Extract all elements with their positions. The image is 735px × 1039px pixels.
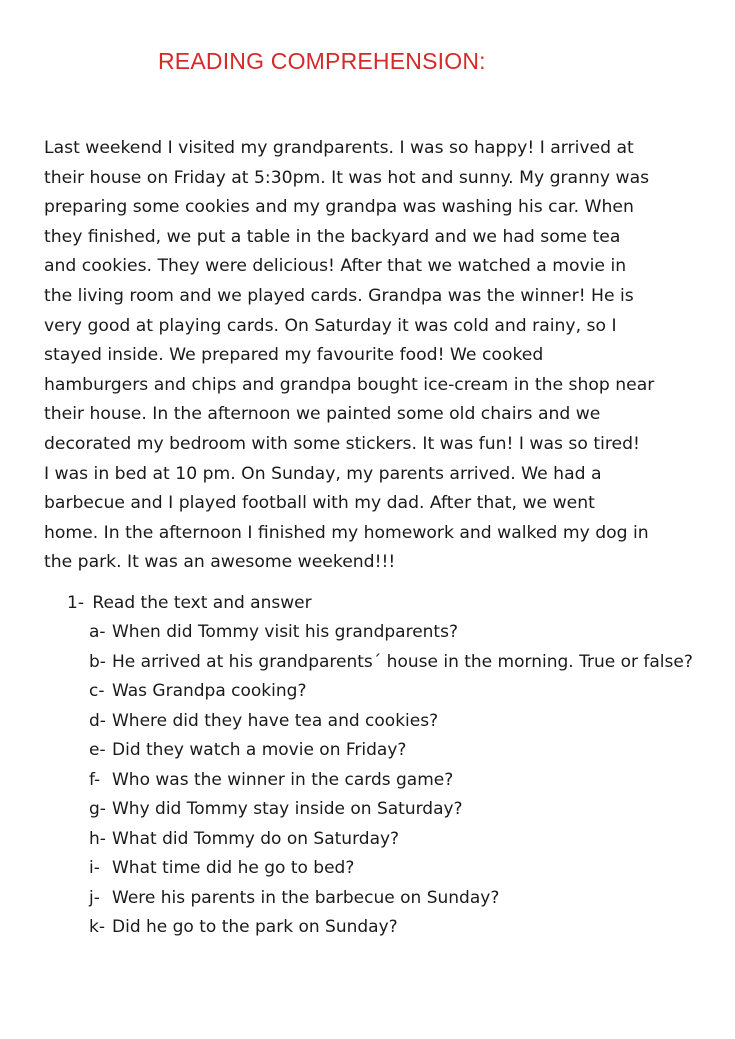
task-number: 1- [67,593,84,613]
passage-line: the living room and we played cards. Grandpa was the winner! He is [44,285,634,306]
passage-line: I was in bed at 10 pm. On Sunday, my parents arrived. We had a [44,463,602,484]
task-instruction [67,589,312,617]
question-letter: a- [89,622,106,642]
question-letter: e- [89,740,106,760]
question-letter: b- [89,651,106,672]
question-item [89,707,709,737]
question-item [89,884,709,914]
question-text: Did they watch a movie on Friday? [112,740,407,760]
question-text: Where did they have tea and cookies? [112,710,439,731]
page-title: READING COMPREHENSION: [158,48,486,74]
question-text: What time did he go to bed? [112,858,355,878]
passage-line: decorated my bedroom with some stickers. It was fun! I was so tired! [44,433,640,454]
passage-line: they finished, we put a table in the backyard and we had some tea [44,226,621,247]
question-item [89,795,709,825]
task-instruction-text: Read the text and answer [92,593,312,613]
passage-line: the park. It was an awesome weekend!!! [44,552,396,573]
question-item [89,913,709,943]
passage-line: home. In the afternoon I finished my homework and walked my dog in [44,522,649,543]
question-text: Were his parents in the barbecue on Sunday? [112,887,500,908]
question-item [89,618,709,648]
question-text: Was Grandpa cooking? [112,681,307,701]
passage-line: Last weekend I visited my grandparents. I was so happy! I arrived at [44,138,634,158]
question-text: Who was the winner in the cards game? [112,769,454,790]
question-item [89,825,709,855]
passage-line: their house. In the afternoon we painted some old chairs and we [44,404,601,425]
question-text: When did Tommy visit his grandparents? [112,622,458,642]
question-letter: d- [89,710,106,731]
question-letter: h- [89,828,106,849]
question-letter: j- [89,887,100,908]
question-item [89,766,709,796]
passage-line: and cookies. They were delicious! After that we watched a movie in [44,256,627,277]
passage-line: preparing some cookies and my grandpa was washing his car. When [44,197,634,218]
question-item [89,854,709,884]
question-text: Did he go to the park on Sunday? [112,917,398,937]
question-letter: k- [89,917,105,937]
question-list [89,618,709,943]
passage-line: very good at playing cards. On Saturday it was cold and rainy, so I [44,315,617,336]
question-letter: i- [89,858,100,878]
question-text: Why did Tommy stay inside on Saturday? [112,799,463,819]
passage-line: stayed inside. We prepared my favourite food! We cooked [44,345,544,366]
question-item [89,677,709,707]
question-letter: f- [89,769,101,790]
passage-line: barbecue and I played football with my dad. After that, we went [44,493,595,514]
reading-passage [44,134,704,578]
question-text: He arrived at his grandparents´ house in the morning. True or false? [112,651,693,672]
passage-line: hamburgers and chips and grandpa bought ice-cream in the shop near [44,374,655,395]
question-letter: g- [89,799,106,819]
question-text: What did Tommy do on Saturday? [112,828,400,849]
question-item [89,736,709,766]
passage-line: their house on Friday at 5:30pm. It was hot and sunny. My granny was [44,167,650,188]
question-item [89,648,709,678]
question-letter: c- [89,681,105,701]
